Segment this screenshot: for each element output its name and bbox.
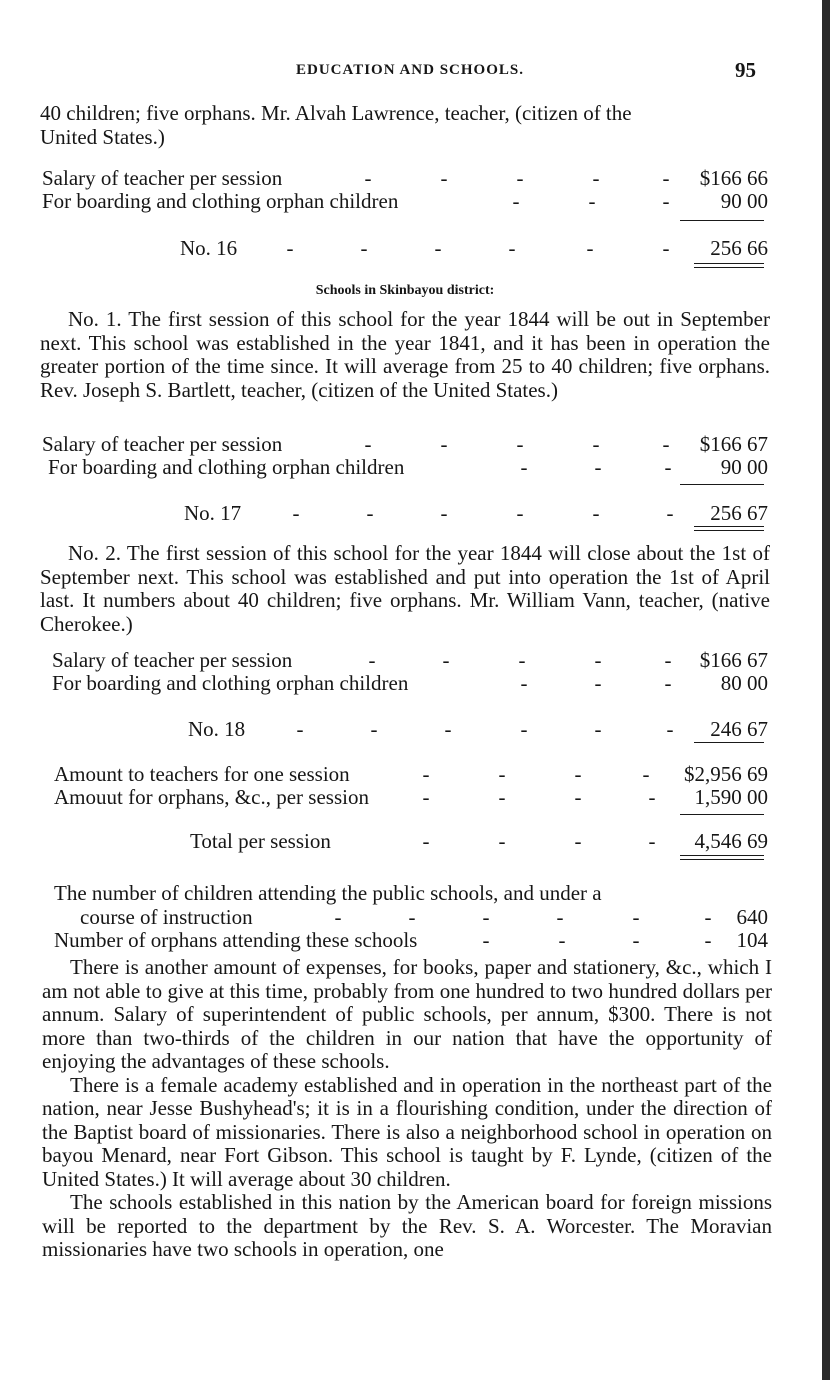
leader-dash: - [594,671,602,695]
leader-dash: - [588,189,596,213]
leader-dash: - [422,829,430,853]
ledger-amount: $166 67 [699,648,768,672]
ledger-row-salary [40,432,770,456]
leader-dash: - [592,501,600,525]
leader-dash: - [664,671,672,695]
summary-amount: $2,956 69 [684,762,768,786]
attendance-label: Number of orphans attending these schools [54,928,418,952]
leader-dash: - [558,928,566,952]
ledger-row-boarding [40,455,770,479]
leader-dash: - [508,236,516,260]
leader-dash: - [360,236,368,260]
leader-dash: - [666,717,674,741]
leader-dash: - [592,166,600,190]
summary-amount: 1,590 00 [694,785,768,809]
summary-total-amount: 4,546 69 [694,829,768,853]
leader-dash: - [632,928,640,952]
leader-dash: - [442,648,450,672]
leader-dash: - [408,905,416,929]
ledger-total-label: No. 16 [180,236,238,260]
ledger-row-total [40,717,770,741]
school-2-paragraph [40,542,770,636]
leader-dash: - [498,829,506,853]
leader-dash: - [574,785,582,809]
leader-dash: - [482,928,490,952]
subtotal-rule [680,484,764,485]
leader-dash: - [574,762,582,786]
leader-dash: - [520,671,528,695]
leader-dash: - [368,648,376,672]
ledger-total-label: No. 18 [188,717,246,741]
ledger-amount: $166 66 [699,166,768,190]
leader-dash: - [592,432,600,456]
total-double-rule [694,263,764,268]
leader-dash: - [292,501,300,525]
intro-line-1: 40 children; five orphans. Mr. Alvah Lawrence, teacher, (citizen of the [40,101,632,125]
leader-dash: - [664,648,672,672]
leader-dash: - [512,189,520,213]
leader-dash: - [704,928,712,952]
ledger-total-amount: 246 67 [710,717,768,741]
ledger-row-boarding [40,671,770,695]
page-header [0,58,830,88]
attendance-label: course of instruction [80,905,253,929]
attendance-value: 104 [736,928,768,952]
leader-dash: - [662,189,670,213]
ledger-total-label: No. 17 [184,501,242,525]
summary-label: Amouut for orphans, &c., per session [54,785,369,809]
leader-dash: - [518,648,526,672]
ledger-label: For boarding and clothing orphan children [42,189,399,213]
leader-dash: - [440,501,448,525]
leader-dash: - [556,905,564,929]
ledger-row-salary [40,648,770,672]
intro-text [40,102,770,149]
ledger-label: For boarding and clothing orphan children [48,455,405,479]
leader-dash: - [648,785,656,809]
attendance-row-children [40,881,770,905]
page-edge [822,0,830,1380]
attendance-row-course [40,905,770,929]
leader-dash: - [662,236,670,260]
leader-dash: - [370,717,378,741]
leader-dash: - [664,455,672,479]
leader-dash: - [498,785,506,809]
leader-dash: - [482,905,490,929]
ledger-row-boarding [40,189,770,213]
leader-dash: - [296,717,304,741]
leader-dash: - [498,762,506,786]
ledger-total-amount: 256 66 [710,236,768,260]
total-double-rule [680,855,764,860]
leader-dash: - [422,785,430,809]
subtotal-rule [680,814,764,815]
attendance-row-orphans [40,928,770,952]
paragraph-expenses: There is another amount of expenses, for books, paper and stationery, &c., which I am not able to give at this time, probably from one hundred to two hundred dollars per annum. Salary of superintendent of public schools, per annum, $300. There is not more than two-thirds of the children in our nation that have the opportunity of enjoying the advantages of these schools. [42,955,772,1073]
ledger-label: Salary of teacher per session [42,432,283,456]
leader-dash: - [594,455,602,479]
leader-dash: - [516,166,524,190]
running-head: EDUCATION AND SCHOOLS. [295,62,524,78]
paragraph-academy: There is a female academy established and in operation in the northeast part of the nation, near Jesse Bushyhead's; it is in a flourishing condition, under the direction of the Baptist board of missionaries. There is also a neighborhood school in operation on bayou Menard, near Fort Gibson. This school is taught by F. Lynde, (citizen of the United States.) It will average about 30 children. [42,1072,772,1191]
summary-row-orphans [40,785,770,809]
leader-dash: - [364,166,372,190]
paragraph-text: No. 2. The first session of this school for the year 1844 will close about the 1st of September next. This school was established and put into operation the 1st of April last. It numbers about 40 children; five orphans. Mr. William Vann, teacher, (native Cherokee.) [40,541,770,636]
leader-dash: - [662,432,670,456]
leader-dash: - [642,762,650,786]
total-double-rule [694,526,764,531]
intro-line-2: United States.) [40,124,165,149]
attendance-value: 640 [736,905,768,929]
ledger-label: For boarding and clothing orphan children [52,671,409,695]
ledger-total-amount: 256 67 [710,501,768,525]
leader-dash: - [574,829,582,853]
attendance-label: The number of children attending the public schools, and under a [54,881,602,905]
ledger-label: Salary of teacher per session [52,648,293,672]
leader-dash: - [704,905,712,929]
paragraph-missions: The schools established in this nation by the American board for foreign missions will be reported to the department by the Rev. S. A. Worcester. The Moravian missionaries have two schools in operation, one [42,1190,772,1261]
leader-dash: - [594,717,602,741]
leader-dash: - [594,648,602,672]
summary-total-label: Total per session [190,829,331,853]
ledger-row-salary [40,166,770,190]
closing-paragraphs [42,955,772,1262]
leader-dash: - [516,501,524,525]
district-heading: Schools in Skinbayou district: [315,283,495,298]
summary-row-teachers [40,762,770,786]
ledger-amount: 90 00 [720,189,768,213]
leader-dash: - [440,166,448,190]
subtotal-rule [680,220,764,221]
leader-dash: - [444,717,452,741]
school-1-paragraph [40,308,770,402]
leader-dash: - [364,432,372,456]
leader-dash: - [662,166,670,190]
ledger-amount: $166 67 [699,432,768,456]
ledger-row-total [40,236,770,260]
leader-dash: - [434,236,442,260]
paragraph-text: No. 1. The first session of this school for the year 1844 will be out in September next. This school was established in the year 1841, and it has been in operation the greater portion of the time since. It will average from 25 to 40 children; five orphans. Rev. Joseph S. Bartlett, teacher, (citizen of the United States.) [40,307,770,402]
page-number: 95 [735,58,756,82]
ledger-row-total [40,501,770,525]
summary-row-total [40,829,770,853]
leader-dash: - [666,501,674,525]
leader-dash: - [520,455,528,479]
ledger-label: Salary of teacher per session [42,166,283,190]
leader-dash: - [334,905,342,929]
leader-dash: - [632,905,640,929]
leader-dash: - [586,236,594,260]
leader-dash: - [286,236,294,260]
leader-dash: - [422,762,430,786]
subtotal-rule [694,742,764,743]
leader-dash: - [520,717,528,741]
leader-dash: - [366,501,374,525]
leader-dash: - [648,829,656,853]
leader-dash: - [440,432,448,456]
summary-label: Amount to teachers for one session [54,762,350,786]
ledger-amount: 90 00 [720,455,768,479]
ledger-amount: 80 00 [720,671,768,695]
leader-dash: - [516,432,524,456]
